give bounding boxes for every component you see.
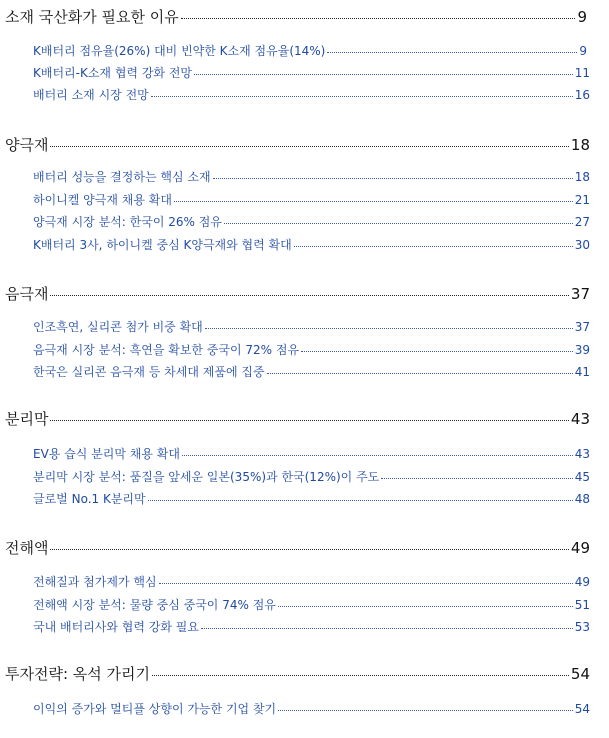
dot-leader [159,583,573,584]
toc-section-heading[interactable] [5,6,587,27]
dot-leader [50,549,568,550]
toc-entry[interactable] [33,363,590,380]
dot-leader [205,328,573,329]
toc-entry-title: 하이니켈 양극재 채용 확대 [33,193,172,207]
toc-section-title: 투자전략: 옥석 가리기 [5,665,151,683]
toc-entry-page: 16 [574,88,590,102]
toc-entry[interactable] [33,213,590,230]
toc-entry[interactable] [33,700,590,717]
dot-leader [148,500,573,501]
dot-leader [201,628,573,629]
toc-page-number: 37 [570,285,590,303]
dot-leader [151,96,573,97]
dot-leader [174,201,573,202]
dot-leader [278,606,573,607]
toc-entry[interactable] [33,596,590,613]
toc-page-number: 18 [570,136,590,154]
dot-leader [194,74,573,75]
toc-entry-page: 21 [574,193,590,207]
toc-entry-page: 51 [574,598,590,612]
toc-entry-page: 30 [574,238,590,252]
toc-page-number: 49 [570,539,590,557]
toc-entry[interactable] [33,191,590,208]
toc-page-number: 43 [570,410,590,428]
toc-entry-title: 글로벌 No.1 K분리막 [33,492,146,506]
toc-entry[interactable] [33,168,590,185]
toc-entry-title: 분리막 시장 분석: 품질을 앞세운 일본(35%)과 한국(12%)이 주도 [33,470,380,484]
toc-section-heading[interactable] [5,408,590,429]
toc-entry-title: 배터리 소재 시장 전망 [33,88,149,102]
toc-entry-page: 39 [574,343,590,357]
dot-leader [213,178,573,179]
toc-entry-page: 11 [574,66,590,80]
dot-leader [301,351,573,352]
toc-section-title: 양극재 [5,136,49,154]
toc-entry-title: EV용 습식 분리막 채용 확대 [33,447,180,461]
toc-entry[interactable] [33,445,590,462]
dot-leader [381,478,572,479]
dot-leader [50,420,568,421]
dot-leader [181,18,576,19]
toc-section-heading[interactable] [5,134,590,155]
toc-entry-page: 41 [574,365,590,379]
toc-entry-page: 48 [574,492,590,506]
toc-entry-title: 인조흑연, 실리콘 첨가 비중 확대 [33,320,203,334]
toc-entry[interactable] [33,42,587,59]
toc-section-title: 분리막 [5,410,49,428]
toc-entry[interactable] [33,318,590,335]
toc-entry-page: 37 [574,320,590,334]
toc-page-number: 54 [570,665,590,683]
toc-entry-title: 전해질과 첨가제가 핵심 [33,575,157,589]
toc-entry[interactable] [33,573,590,590]
toc-entry[interactable] [33,64,590,81]
toc-entry-title: 전해액 시장 분석: 물량 중심 중국이 74% 점유 [33,598,276,612]
toc-section-title: 소재 국산화가 필요한 이유 [5,8,179,26]
toc-entry-title: 한국은 실리콘 음극재 등 차세대 제품에 집중 [33,365,265,379]
toc-entry[interactable] [33,341,590,358]
dot-leader [50,146,568,147]
toc-entry-page: 27 [574,215,590,229]
toc-entry-title: K배터리 3사, 하이니켈 중심 K양극재와 협력 확대 [33,238,292,252]
toc-page-number: 9 [577,8,587,26]
dot-leader [50,295,568,296]
toc-entry-title: K배터리-K소재 협력 강화 전망 [33,66,193,80]
toc-section-heading[interactable] [5,537,590,558]
toc-entry-page: 53 [574,620,590,634]
toc-entry-page: 49 [574,575,590,589]
toc-entry-page: 43 [574,447,590,461]
toc-entry-page: 18 [574,170,590,184]
toc-entry-page: 45 [574,470,590,484]
dot-leader [152,675,569,676]
dot-leader [267,373,573,374]
dot-leader [294,246,573,247]
toc-entry-title: 배터리 성능을 결정하는 핵심 소재 [33,170,211,184]
dot-leader [224,223,573,224]
toc-entry-title: 음극재 시장 분석: 흑연을 확보한 중국이 72% 점유 [33,343,300,357]
toc-entry[interactable] [33,618,590,635]
toc-entry-page: 9 [579,44,587,58]
toc-section-heading[interactable] [5,283,590,304]
toc-entry[interactable] [33,86,590,103]
toc-entry-title: 국내 배터리사와 협력 강화 필요 [33,620,199,634]
toc-section-heading[interactable] [5,663,590,684]
toc-entry[interactable] [33,236,590,253]
toc-entry-title: K배터리 점유율(26%) 대비 빈약한 K소재 점유율(14%) [33,44,326,58]
toc-section-title: 전해액 [5,539,49,557]
toc-entry-page: 54 [574,702,590,716]
toc-entry-title: 양극재 시장 분석: 한국이 26% 점유 [33,215,222,229]
toc-entry-title: 이익의 증가와 멀티플 상향이 가능한 기업 찾기 [33,702,277,716]
toc-entry[interactable] [33,468,590,485]
toc-entry[interactable] [33,490,590,507]
dot-leader [278,710,573,711]
dot-leader [327,52,577,53]
dot-leader [182,455,573,456]
toc-section-title: 음극재 [5,285,49,303]
